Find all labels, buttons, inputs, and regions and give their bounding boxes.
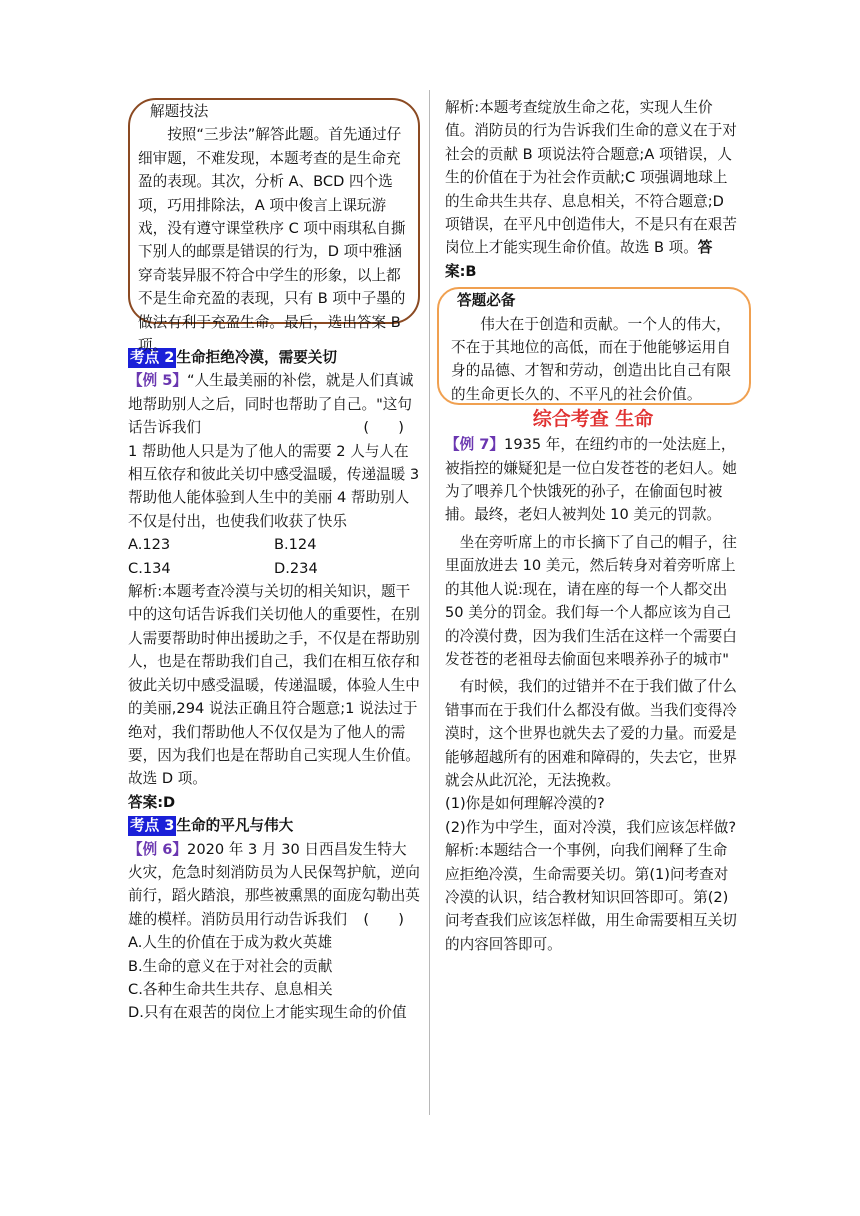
example-5-items: 1 帮助他人只是为了他人的需要 2 人与人在相互依存和彼此关切中感受温暖，传递温暖 3 帮助他人能体验到人生中的美丽 4 帮助别人不仅是付出，也使我们收获了快乐 [128,442,420,530]
example-7-paragraph-1 [445,433,741,527]
example-6-paren: ( ) [363,910,404,928]
example-7-explanation: 解析:本题结合一个事例，向我们阐释了生命应拒绝冷漠，生命需要关切。第(1)问考查对冷漠的认识，结合教材知识回答即可。第(2)问考查我们应该怎样做，用生命需要相互关切的内容回答即可。 [445,842,737,953]
technique-title: 解题技法 [150,103,209,120]
technique-box [128,98,420,355]
example-7-paragraph-3: 有时候，我们的过错并不在于我们做了什么错事而在于我们什么都没有做。当我们变得冷漠时，这个世界也就失去了爱的力量。而爱是能够超越所有的困难和障碍的，失去它，世界就会从此沉沦，无法挽救。 [445,678,737,789]
option-d: D.234 [274,559,318,577]
example-5-question [128,369,420,439]
example-6-explanation-text: 解析:本题考查绽放生命之花，实现人生价值。消防员的行为告诉我们生命的意义在于对社会的贡献 B 项说法符合题意;A 项错误，人生的价值在于为社会作贡献;C 项强调地球上的生命共生共存、息息相关，不符合题意;D 项错误，在平凡中创造伟大，不是只有在艰苦岗位上才能实现生命价值。故选 B 项。 [445,99,737,257]
example-7-text: 1935 年，在纽约市的一处法庭上，被指控的嫌疑犯是一位白发苍苍的老妇人。她为了喂养几个快饿死的孙子，在偷面包时被捕。最终，老妇人被判处 10 美元的罚款。 [445,436,737,524]
option-b: B.124 [274,536,317,554]
example-5-tag: 【例 5】 [128,372,188,390]
example-6-text: 2020 年 3 月 30 日西昌发生特大火灾，危急时刻消防员为人民保驾护航，逆向前行，蹈火踏浪，那些被熏黑的面庞勾勒出英雄的模样。消防员用行动告诉我们 [128,840,420,928]
option-a: A.123 [128,536,171,554]
kaodian-2-title: 生命拒绝冷漠，需要关切 [176,349,337,366]
kaodian-3-heading [128,814,420,837]
column-divider [429,90,430,1115]
kaodian-2-tag: 考点 2 [130,349,175,366]
example-5-answer: 答案:D [128,793,176,811]
example-7-question-1: (1)你是如何理解冷漠的? [445,795,605,813]
example-5-text: “人生最美丽的补偿，就是人们真诚地帮助别人之后，同时也帮助了自己。"这句话告诉我们 [128,372,414,437]
example-6-answer: 答案:B [445,239,713,280]
essentials-title: 答题必备 [457,292,516,310]
kaodian-3-tag: 考点 3 [130,817,175,835]
example-6-option-c: C.各种生命共生共存、息息相关 [128,980,333,998]
essentials-box [437,287,751,405]
technique-body: 按照“三步法”解答此题。首先通过仔细审题，不难发现，本题考查的是生命充盈的表现。其次，分析 A、BCD 四个选项，巧用排除法，A 项中俊言上课玩游戏，没有遵守课堂秩序 C 项中雨琪私自撕下别人的邮票是错误的行为，D 项中雅涵穿奇装异服不符合中学生的形象，以上都不是生命充盈的表现，只有 B 项中子墨的做法有利于充盈生命。最后，选出答案 B 项。 [138,126,406,355]
example-5-explanation: 解析:本题考查冷漠与关切的相关知识，题干中的这句话告诉我们关切他人的重要性，在别人需要帮助时伸出援助之手，不仅是在帮助别人，也是在帮助我们自己，我们在相互依存和彼此关切中感受温暖，传递温暖，体验人生中的美丽,294 说法正确且符合题意;1 说法过于绝对，我们帮助他人不仅仅是为了他人的需要，因为我们也是在帮助自己实现人生价值。故选 D 项。 [128,583,420,788]
right-column [445,96,741,956]
kaodian-3-title: 生命的平凡与伟大 [176,817,294,835]
section-title: 综合考查 生命 [532,408,654,431]
example-6-option-b: B.生命的意义在于对社会的贡献 [128,957,333,975]
example-5-paren: ( ) [363,419,404,437]
example-6-question [128,838,420,932]
left-column [128,96,420,1025]
example-7-paragraph-2: 坐在旁听席上的市长摘下了自己的帽子，往里面放进去 10 美元，然后转身对着旁听席上的其他人说:现在，请在座的每一个人都交出 50 美分的罚金。我们每一个人都应该为自己的冷漠付费，因为我们生活在这样一个需要白发苍苍的老祖母去偷面包来喂养孙子的城市" [445,533,737,668]
example-6-option-a: A.人生的价值在于成为救火英雄 [128,934,333,952]
example-6-option-d: D.只有在艰苦的岗位上才能实现生命的价值 [128,1004,407,1022]
example-6-explanation [445,96,741,283]
example-6-tag: 【例 6】 [128,840,188,858]
example-7-question-2: (2)作为中学生，面对冷漠，我们应该怎样做? [445,818,737,836]
option-c: C.134 [128,559,171,577]
example-7-tag: 【例 7】 [445,436,505,454]
example-5-options-row-1 [128,533,420,556]
example-5-options-row-2 [128,557,420,580]
essentials-body: 伟大在于创造和贡献。一个人的伟大，不在于其地位的高低，而在于他能够运用自身的品德、才智和劳动，创造出比自己有限的生命更长久的、不平凡的社会价值。 [451,315,732,403]
